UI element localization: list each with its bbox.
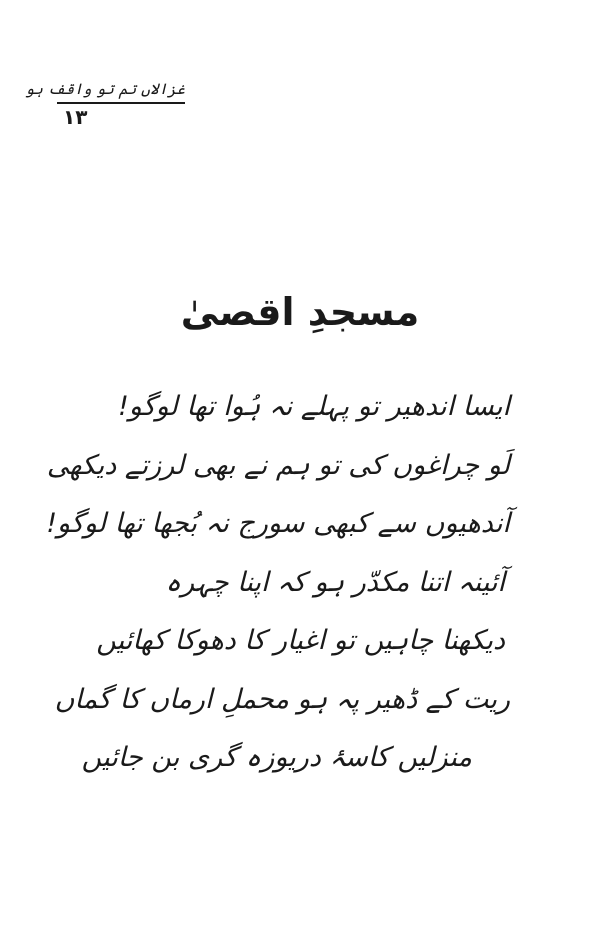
page-number: ۱۳	[63, 104, 88, 129]
verse-line-7: منزلیں کاسۂ دریوزہ گری بن جائیں	[81, 742, 472, 773]
verse-line-1: ایسا اندھیر تو پہلے نہ ہُوا تھا لوگو!	[117, 391, 510, 422]
verse-line-5: دیکھنا چاہیں تو اغیار کا دھوکا کھائیں	[96, 625, 505, 656]
verse-line-4: آئینہ اتنا مکدّر ہو کہ اپنا چہرہ	[165, 566, 505, 598]
poem-title: مسجدِ اقصیٰ	[180, 290, 420, 334]
verse-line-6: ریت کے ڈھیر پہ ہو محملِ ارماں کا گماں	[54, 683, 510, 715]
verse-line-3: آندھیوں سے کبھی سورج نہ بُجھا تھا لوگو!	[46, 508, 510, 539]
running-title: غزالاں تم تو واقف ہو	[25, 80, 185, 98]
header-divider	[57, 102, 185, 104]
poem-verses	[46, 378, 510, 788]
verse-line-2: لَو چراغوں کی تو ہم نے بھی لرزتے دیکھی	[46, 449, 510, 481]
page-header	[25, 78, 185, 129]
